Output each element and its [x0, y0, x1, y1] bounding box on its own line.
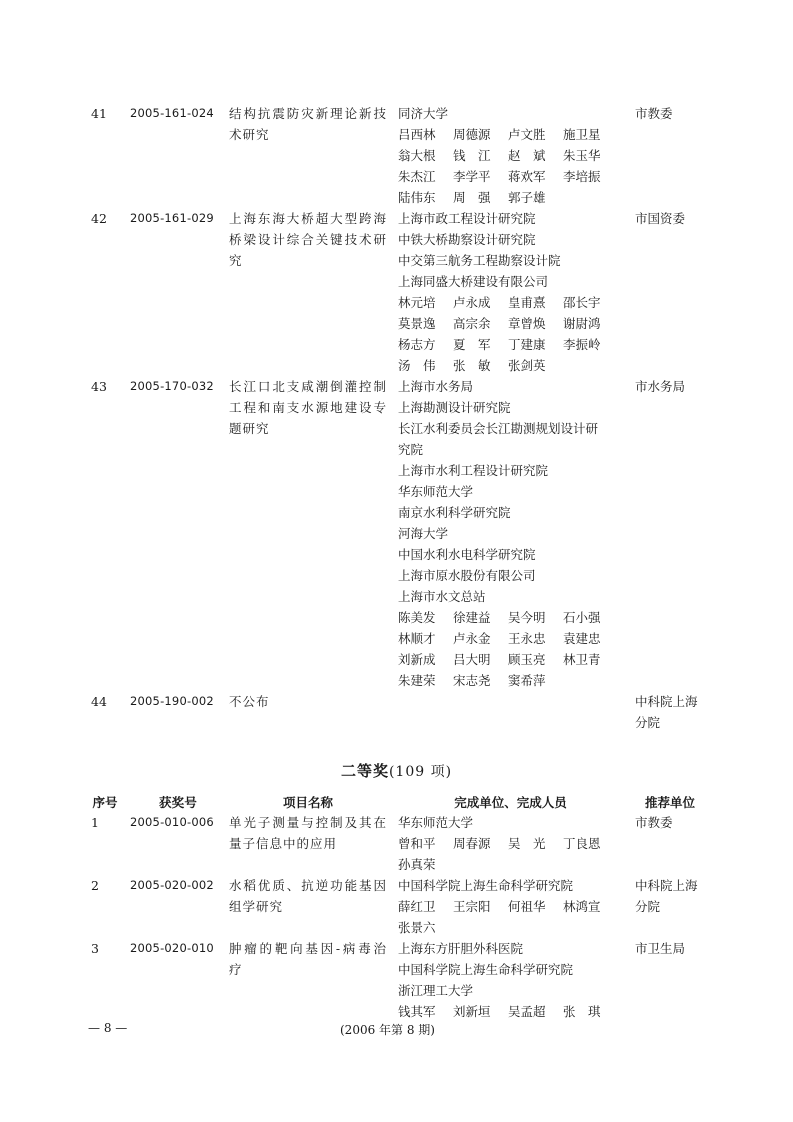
completing-units: [398, 812, 623, 875]
person-name: 吴 光: [508, 836, 546, 851]
person-name: 刘新成: [398, 652, 436, 667]
unit-name: 究院: [398, 442, 424, 457]
project-title: [229, 875, 387, 917]
person-name: 高宗余: [453, 316, 491, 331]
project-title: [229, 376, 387, 439]
person-name: 王永忠: [508, 631, 546, 646]
project-title-line: 术研究: [229, 127, 270, 142]
header-recommender: 推荐单位: [644, 795, 695, 810]
header-no: 序号: [92, 795, 118, 810]
recommending-unit: [635, 812, 715, 833]
people-line: [398, 917, 623, 938]
person-name: 皇甫熹: [508, 295, 546, 310]
header-units: 完成单位、完成人员: [454, 795, 567, 810]
unit-name: 河海大学: [398, 526, 449, 541]
award-code: 2005-020-002: [130, 878, 214, 892]
person-name: 曾和平: [398, 836, 436, 851]
person-name: 章曾焕: [508, 316, 546, 331]
unit-name: 上海市水文总站: [398, 589, 486, 604]
unit-name: 华东师范大学: [398, 484, 474, 499]
award-code: 2005-161-029: [130, 211, 214, 225]
unit-name: 中铁大桥勘察设计研究院: [398, 232, 536, 247]
award-code: 2005-010-006: [130, 815, 214, 829]
award-code: 2005-020-010: [130, 941, 214, 955]
people-line: [398, 649, 623, 670]
person-name: 周春源: [453, 836, 491, 851]
project-title-line: 单光子测量与控制及其在: [229, 815, 387, 830]
project-title-line: 疗: [229, 962, 243, 977]
unit-name: 同济大学: [398, 106, 449, 121]
recommender-line: 市教委: [635, 106, 673, 121]
row-number: 44: [91, 694, 107, 709]
person-name: 徐建益: [453, 610, 491, 625]
row-number: 41: [91, 106, 107, 121]
unit-name: 华东师范大学: [398, 815, 474, 830]
person-name: 林鸿宣: [563, 899, 601, 914]
section-heading: [0, 760, 793, 781]
person-name: 吕西林: [398, 127, 436, 142]
person-name: 李培振: [563, 169, 601, 184]
recommender-line: 分院: [635, 899, 661, 914]
recommending-unit: [635, 103, 715, 124]
unit-name: 上海市原水股份有限公司: [398, 568, 536, 583]
project-title-line: 长江口北支咸潮倒灌控制: [229, 379, 387, 394]
person-name: 谢尉鸿: [563, 316, 601, 331]
person-name: 施卫星: [563, 127, 601, 142]
person-name: 吴今明: [508, 610, 546, 625]
person-name: 卢永成: [453, 295, 491, 310]
person-name: 何祖华: [508, 899, 546, 914]
page-number: — 8 —: [88, 1021, 128, 1035]
completing-units: [398, 208, 623, 376]
unit-name: 上海市水利工程设计研究院: [398, 463, 549, 478]
person-name: 窦希萍: [508, 673, 546, 688]
people-line: [398, 896, 623, 917]
unit-name: 中交第三航务工程勘察设计院: [398, 253, 561, 268]
person-name: 林卫青: [563, 652, 601, 667]
person-name: 李学平: [453, 169, 491, 184]
people-line: [398, 334, 623, 355]
person-name: 杨志方: [398, 337, 436, 352]
project-title: [229, 691, 387, 712]
unit-name: 上海市水务局: [398, 379, 474, 394]
award-code: 2005-161-024: [130, 106, 214, 120]
person-name: 莫景逸: [398, 316, 436, 331]
person-name: 卢文胜: [508, 127, 546, 142]
project-title-line: 结构抗震防灾新理论新技: [229, 106, 387, 121]
completing-units: [398, 938, 623, 1022]
person-name: 张 琪: [563, 1004, 601, 1019]
project-title: [229, 812, 387, 854]
unit-name: 长江水利委员会长江勘测规划设计研: [398, 421, 599, 436]
people-line: [398, 292, 623, 313]
row-number: 2: [91, 878, 99, 893]
people-line: [398, 628, 623, 649]
recommender-line: 市国资委: [635, 211, 686, 226]
header-title: 项目名称: [282, 795, 333, 810]
project-title-line: 题研究: [229, 421, 270, 436]
person-name: 朱杰江: [398, 169, 436, 184]
row-number: 43: [91, 379, 107, 394]
unit-name: 中国水利水电科学研究院: [398, 547, 536, 562]
person-name: 王宗阳: [453, 899, 491, 914]
person-name: 夏 军: [453, 337, 491, 352]
person-name: 林顺才: [398, 631, 436, 646]
person-name: 汤 伟: [398, 358, 436, 373]
recommender-line: 市卫生局: [635, 941, 686, 956]
person-name: 卢永金: [453, 631, 491, 646]
person-name: 朱玉华: [563, 148, 601, 163]
person-name: 丁建康: [508, 337, 546, 352]
section-title: 二等奖: [340, 762, 389, 780]
recommender-line: 中科院上海: [635, 694, 698, 709]
recommender-line: 市教委: [635, 815, 673, 830]
people-line: [398, 166, 623, 187]
project-title-line: 究: [229, 253, 243, 268]
recommender-line: 分院: [635, 715, 661, 730]
section-count: (109 项): [388, 764, 453, 780]
people-line: [398, 124, 623, 145]
project-title-line: 上海东海大桥超大型跨海: [229, 211, 387, 226]
completing-units: [398, 103, 623, 208]
recommending-unit: [635, 691, 715, 733]
person-name: 钱 江: [453, 148, 491, 163]
recommender-line: 市水务局: [635, 379, 686, 394]
person-name: 蒋欢军: [508, 169, 546, 184]
person-name: 薛红卫: [398, 899, 436, 914]
person-name: 顾玉亮: [508, 652, 546, 667]
person-name: 陆伟东: [398, 190, 436, 205]
recommending-unit: [635, 875, 715, 917]
unit-name: 上海同盛大桥建设有限公司: [398, 274, 549, 289]
row-number: 42: [91, 211, 107, 226]
row-number: 3: [91, 941, 99, 956]
project-title-line: 水稻优质、抗逆功能基因: [229, 878, 387, 893]
person-name: 陈美发: [398, 610, 436, 625]
project-title-line: 肿瘤的靶向基因-病毒治: [229, 941, 387, 956]
person-name: 丁良恩: [563, 836, 601, 851]
completing-units: [398, 875, 623, 938]
person-name: 邵长宇: [563, 295, 601, 310]
people-line: [398, 313, 623, 334]
people-line: [398, 145, 623, 166]
project-title-line: 组学研究: [229, 899, 284, 914]
people-line: [398, 187, 623, 208]
row-number: 1: [91, 815, 99, 830]
person-name: 钱其军: [398, 1004, 436, 1019]
recommending-unit: [635, 208, 715, 229]
award-code: 2005-190-002: [130, 694, 214, 708]
unit-name: 上海市政工程设计研究院: [398, 211, 536, 226]
person-name: 翁大根: [398, 148, 436, 163]
people-line: [398, 833, 623, 854]
unit-name: 浙江理工大学: [398, 983, 474, 998]
unit-name: 上海东方肝胆外科医院: [398, 941, 524, 956]
project-title-line: 工程和南支水源地建设专: [229, 400, 387, 415]
project-title: [229, 103, 387, 145]
project-title: [229, 938, 387, 980]
person-name: 张剑英: [508, 358, 546, 373]
unit-name: 南京水利科学研究院: [398, 505, 511, 520]
award-code: 2005-170-032: [130, 379, 214, 393]
unit-name: 中国科学院上海生命科学研究院: [398, 878, 574, 893]
person-name: 赵 斌: [508, 148, 546, 163]
recommending-unit: [635, 376, 715, 397]
person-name: 郭子雄: [508, 190, 546, 205]
person-name: 周 强: [453, 190, 491, 205]
project-title-line: 量子信息中的应用: [229, 836, 338, 851]
recommender-line: 中科院上海: [635, 878, 698, 893]
person-name: 张景六: [398, 920, 436, 935]
person-name: 周德源: [453, 127, 491, 142]
people-line: [398, 607, 623, 628]
project-title-line: 桥梁设计综合关键技术研: [229, 232, 387, 247]
project-title: [229, 208, 387, 271]
people-line: [398, 670, 623, 691]
people-line: [398, 1001, 623, 1022]
unit-name: 中国科学院上海生命科学研究院: [398, 962, 574, 977]
person-name: 刘新垣: [453, 1004, 491, 1019]
person-name: 林元培: [398, 295, 436, 310]
person-name: 孙真荣: [398, 857, 436, 872]
completing-units: [398, 376, 623, 691]
person-name: 袁建忠: [563, 631, 601, 646]
people-line: [398, 854, 623, 875]
person-name: 吕大明: [453, 652, 491, 667]
person-name: 吴孟超: [508, 1004, 546, 1019]
person-name: 李振岭: [563, 337, 601, 352]
person-name: 朱建荣: [398, 673, 436, 688]
people-line: [398, 355, 623, 376]
unit-name: 上海勘测设计研究院: [398, 400, 511, 415]
header-code: 获奖号: [158, 795, 198, 810]
issue-label: (2006 年第 8 期): [340, 1023, 435, 1037]
project-title-line: 不公布: [229, 694, 270, 709]
recommending-unit: [635, 938, 715, 959]
person-name: 张 敏: [453, 358, 491, 373]
person-name: 宋志尧: [453, 673, 491, 688]
person-name: 石小强: [563, 610, 601, 625]
